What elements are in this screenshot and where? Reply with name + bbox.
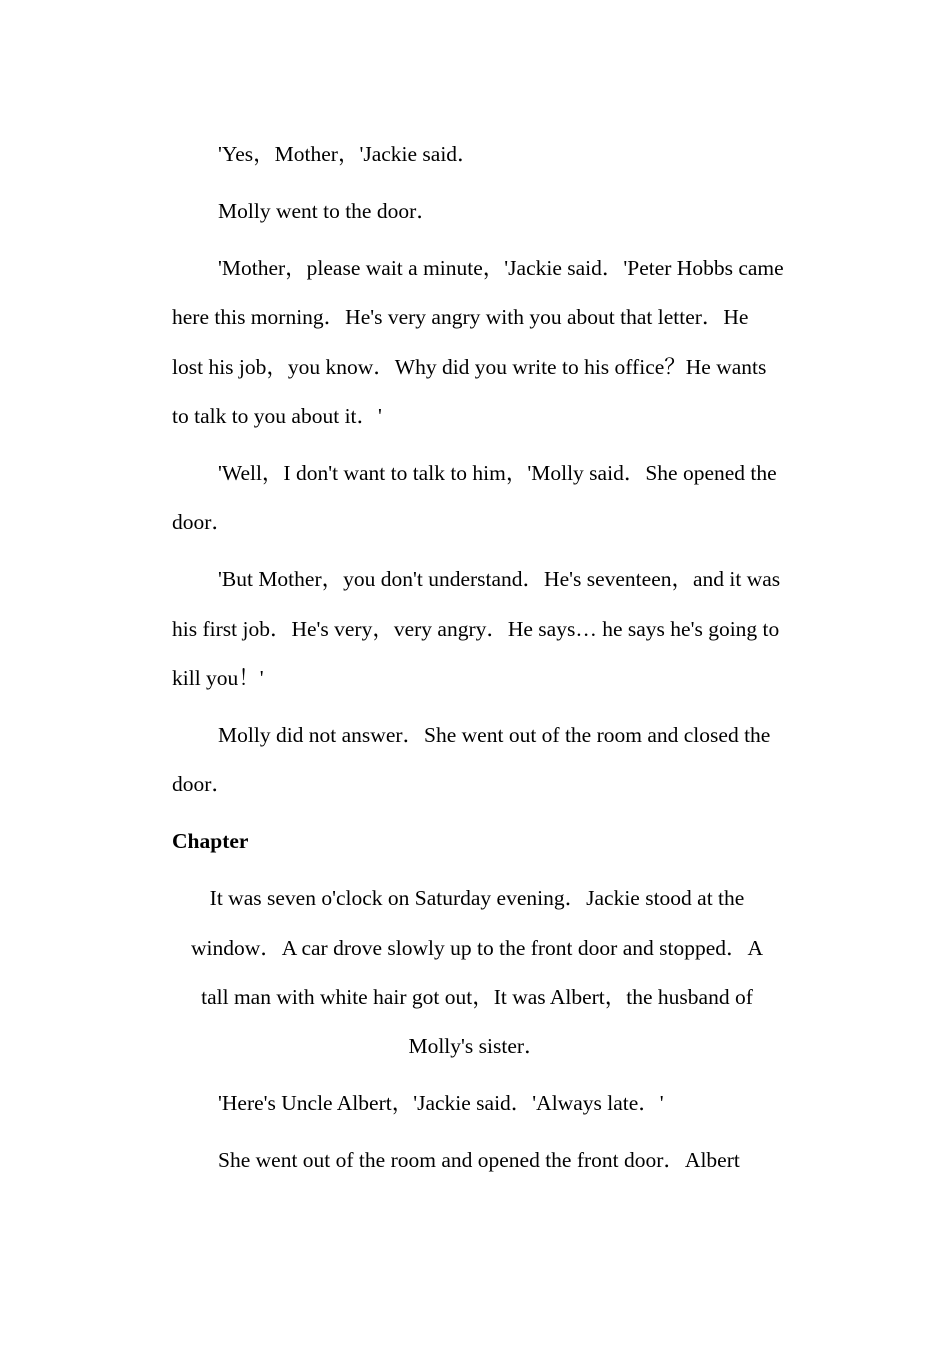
paragraph: 'Yes，Mother，'Jackie said． — [218, 142, 479, 166]
chapter-heading: Chapter — [172, 829, 249, 854]
paragraph: It was seven o'clock on Saturday evening．Jackie stood at the window．A car drove slowly up to the front door and stopped．A tall man with white hair got out，It was Albert，the husband of Molly's sister． — [190, 886, 764, 1059]
paragraph: 'Here's Uncle Albert，'Jackie said．'Always late．' — [218, 1091, 664, 1116]
document-page — [172, 130, 784, 1193]
paragraph: 'Mother，please wait a minute，'Jackie said．'Peter Hobbs came here this morning．He's very angry with you about that letter．He lost his job，you know．Why did you write to his office？He wants to talk to you about it．' — [172, 255, 784, 429]
paragraph: 'Well，I don't want to talk to him，'Molly said．She opened the door． — [172, 460, 777, 535]
paragraph: 'But Mother，you don't understand．He's seventeen，and it was his first job．He's very，very angry．He says… he says he's going to kill you！' — [172, 567, 781, 691]
paragraph: Molly did not answer．She went out of the room and closed the door． — [172, 722, 771, 797]
paragraph: Molly went to the door． — [218, 198, 438, 223]
paragraph: She went out of the room and opened the front door．Albert — [218, 1148, 740, 1173]
